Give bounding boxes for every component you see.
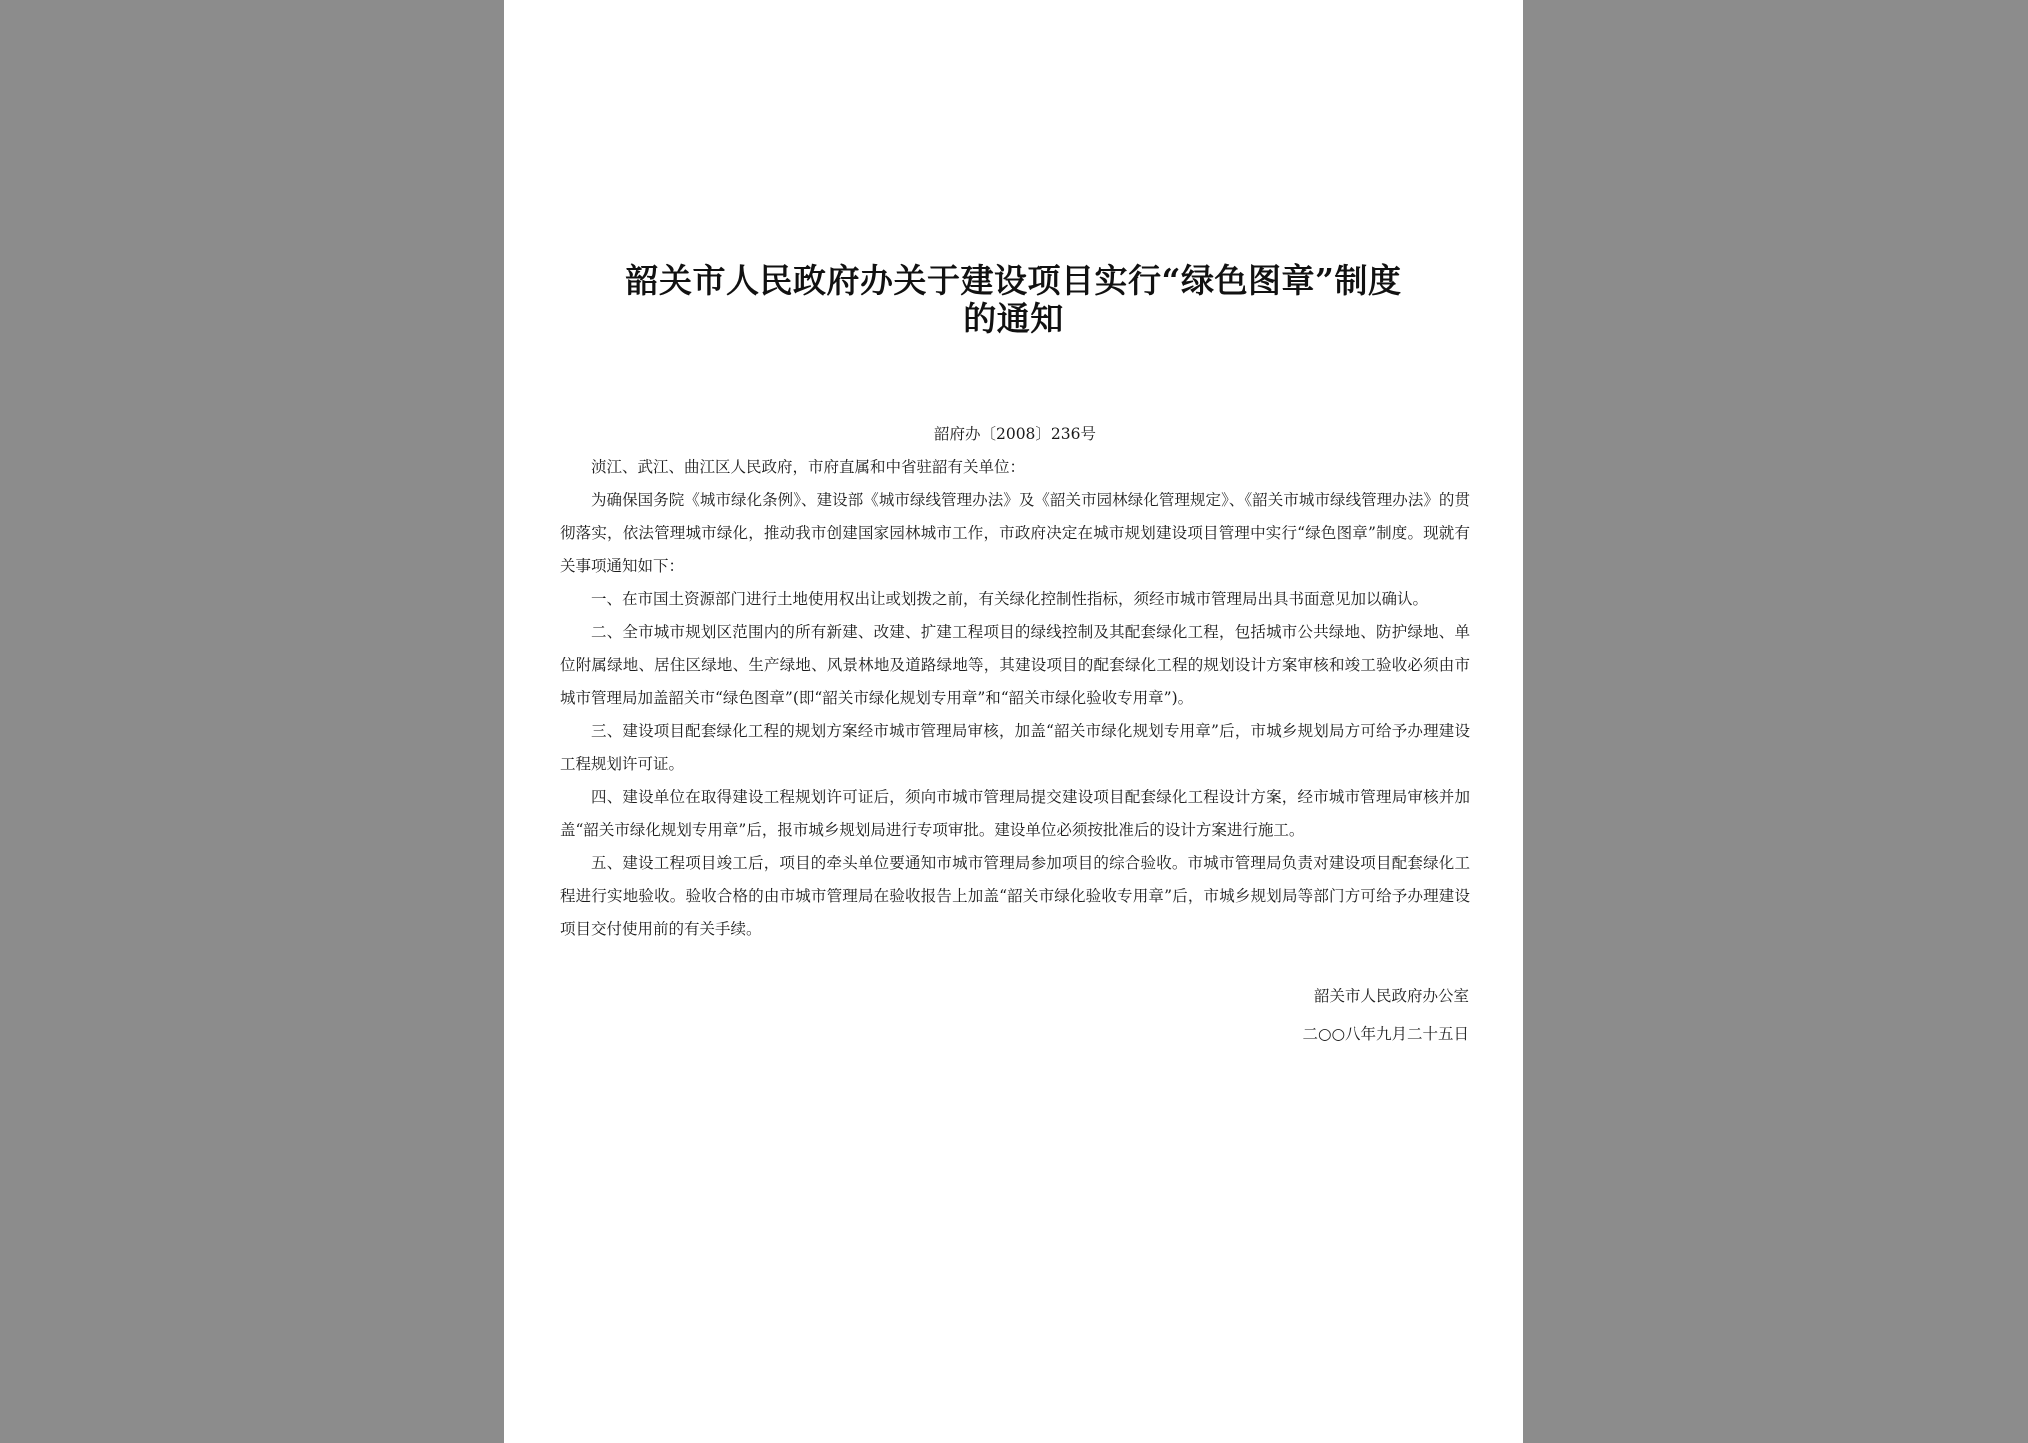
doc-number: 韶府办〔2008〕236号 <box>933 425 1097 443</box>
document-page <box>504 0 1523 1443</box>
paragraph-item-3: 三、建设项目配套绿化工程的规划方案经市城市管理局审核，加盖“韶关市绿化规划专用章”后，市城乡规划局方可给予办理建设工程规划许可证。 <box>560 722 1470 773</box>
title-line-1: 韶关市人民政府办关于建设项目实行“绿色图章”制度 <box>625 261 1402 300</box>
document-title <box>504 262 1523 338</box>
document-body <box>560 418 1470 946</box>
paragraph-intro: 为确保国务院《城市绿化条例》、建设部《城市绿线管理办法》及《韶关市园林绿化管理规定》、《韶关市城市绿线管理办法》的贯彻落实，依法管理城市绿化，推动我市创建国家园林城市工作，市政府决定在城市规划建设项目管理中实行“绿色图章”制度。现就有关事项通知如下： <box>560 491 1470 575</box>
signature-org: 韶关市人民政府办公室 <box>1313 987 1469 1005</box>
paragraph-item-5: 五、建设工程项目竣工后，项目的牵头单位要通知市城市管理局参加项目的综合验收。市城市管理局负责对建设项目配套绿化工程进行实地验收。验收合格的由市城市管理局在验收报告上加盖“韶关市绿化验收专用章”后，市城乡规划局等部门方可给予办理建设项目交付使用前的有关手续。 <box>560 854 1470 938</box>
signature-block <box>1302 977 1469 1053</box>
paragraph-item-1: 一、在市国土资源部门进行土地使用权出让或划拨之前，有关绿化控制性指标，须经市城市管理局出具书面意见加以确认。 <box>591 590 1429 608</box>
paragraph-item-4: 四、建设单位在取得建设工程规划许可证后，须向市城市管理局提交建设项目配套绿化工程设计方案，经市城市管理局审核并加盖“韶关市绿化规划专用章”后，报市城乡规划局进行专项审批。建设单位必须按批准后的设计方案进行施工。 <box>560 788 1470 839</box>
title-line-2: 的通知 <box>963 299 1064 338</box>
addressee: 浈江、武江、曲江区人民政府，市府直属和中省驻韶有关单位： <box>591 458 1026 476</box>
paragraph-item-2: 二、全市城市规划区范围内的所有新建、改建、扩建工程项目的绿线控制及其配套绿化工程，包括城市公共绿地、防护绿地、单位附属绿地、居住区绿地、生产绿地、风景林地及道路绿地等，其建设项目的配套绿化工程的规划设计方案审核和竣工验收必须由市城市管理局加盖韶关市“绿色图章”(即“韶关市绿化规划专用章”和“韶关市绿化验收专用章”)。 <box>560 623 1470 707</box>
signature-date: 二○○八年九月二十五日 <box>1302 1025 1469 1043</box>
